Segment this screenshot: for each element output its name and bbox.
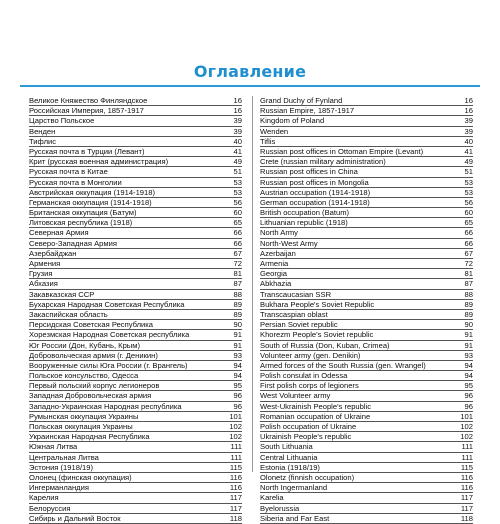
toc-entry (29, 147, 242, 157)
toc-entry-title: Estonia (1918/19) (260, 462, 320, 472)
toc-entry (29, 351, 242, 361)
toc-entry-page: 56 (233, 197, 242, 207)
toc-entry (260, 422, 473, 432)
toc-entry (260, 361, 473, 371)
toc-entry-title: Добровольческая армия (г. Деникин) (29, 350, 158, 360)
toc-entry-title: South Lithuania (260, 442, 313, 452)
toc-entry-page: 95 (233, 381, 242, 391)
toc-entry-title: First polish corps of legioners (260, 381, 359, 391)
toc-entry (29, 432, 242, 442)
toc-entry (29, 137, 242, 147)
toc-entry-page: 72 (464, 259, 473, 268)
toc-entry (260, 167, 473, 177)
toc-entry-page: 117 (460, 503, 473, 513)
toc-entry (260, 127, 473, 137)
toc-entry-page: 94 (233, 360, 242, 370)
toc-entry-title: West Volunteer army (260, 391, 331, 401)
toc-entry-title: Lithuanian republic (1918) (260, 218, 348, 228)
toc-entry (260, 504, 473, 514)
toc-entry (260, 290, 473, 300)
toc-entry-page: 66 (464, 238, 473, 248)
toc-entry-page: 39 (464, 116, 473, 126)
toc-entry-page: 111 (230, 452, 242, 462)
toc-entry-page: 116 (229, 472, 242, 482)
toc-entry-title: Российская Империя, 1857-1917 (29, 106, 144, 116)
toc-entry-title: Kingdom of Poland (260, 116, 325, 126)
toc-entry-page: 117 (229, 503, 242, 513)
toc-entry (29, 320, 242, 330)
toc-entry (29, 504, 242, 514)
toc-entry (260, 96, 473, 106)
toc-entry-page: 96 (233, 391, 242, 401)
toc-entry-title: North-West Army (260, 238, 318, 248)
toc-entry (29, 402, 242, 412)
toc-entry (260, 300, 473, 310)
toc-entry-title: Румынская оккупация Украины (29, 411, 139, 421)
toc-entry-title: Abkhazia (260, 279, 292, 289)
toc-entry (260, 157, 473, 167)
toc-entry (29, 371, 242, 381)
toc-entry (260, 402, 473, 412)
toc-entry (29, 391, 242, 401)
toc-entry-title: Polish occupation of Ukraine (260, 422, 357, 431)
toc-entry-page: 56 (464, 197, 473, 207)
toc-entry (260, 259, 473, 269)
toc-entry (29, 279, 242, 289)
toc-entry (260, 106, 473, 116)
toc-entry-page: 111 (461, 442, 473, 452)
toc-entry-title: Karelia (260, 493, 284, 503)
toc-entry-title: Russian post offices in China (260, 167, 358, 177)
toc-entry-title: Белоруссия (29, 503, 71, 513)
toc-entry-title: Западная Добровольческая армия (29, 391, 152, 401)
toc-entry (260, 228, 473, 238)
toc-entry-page: 41 (233, 146, 242, 156)
toc-entry-title: Romanian occupation of Ukraine (260, 411, 371, 421)
toc-entry-page: 53 (233, 177, 242, 187)
toc-entry (29, 330, 242, 340)
toc-entry-title: Олонец (финская оккупация) (29, 472, 132, 482)
toc-entry (29, 239, 242, 249)
toc-entry-page: 101 (229, 411, 242, 421)
toc-entry-title: Карелия (29, 493, 59, 503)
toc-entry-page: 51 (233, 167, 242, 177)
toc-entry (260, 178, 473, 188)
toc-entry (260, 310, 473, 320)
toc-entry-title: Русская почта в Турции (Левант) (29, 146, 145, 156)
toc-entry-title: Austrian occupation (1914-1918) (260, 187, 371, 197)
toc-entry-page: 89 (464, 299, 473, 309)
toc-entry (29, 218, 242, 228)
toc-entry (260, 473, 473, 483)
toc-entry-title: Западно-Украинская Народная республика (29, 401, 182, 411)
toc-entry (29, 228, 242, 238)
toc-entry-title: Персидская Советская Республика (29, 320, 153, 330)
toc-entry-page: 94 (233, 371, 242, 381)
toc-entry (260, 249, 473, 259)
title-rule (20, 85, 480, 87)
toc-entry-page: 39 (233, 126, 242, 136)
toc-entry-title: Ukrainish People's republic (260, 432, 352, 442)
toc-entry (260, 514, 473, 524)
toc-entry-title: Закавказская ССР (29, 289, 95, 299)
toc-entry (260, 198, 473, 208)
toc-entry-title: Georgia (260, 269, 288, 279)
toc-entry (260, 351, 473, 361)
toc-entry (260, 483, 473, 493)
toc-entry (260, 269, 473, 279)
toc-entry (29, 442, 242, 452)
toc-entry-page: 16 (233, 96, 242, 105)
toc-entry-title: Russian Empire, 1857-1917 (260, 106, 355, 116)
toc-entry-page: 96 (464, 391, 473, 401)
toc-entry-title: Вооруженные силы Юга России (г. Врангель) (29, 360, 188, 370)
toc-entry-title: Russian post offices in Ottoman Empire (Levant) (260, 146, 424, 156)
toc-entry-page: 117 (229, 493, 242, 503)
toc-entry-page: 116 (229, 483, 242, 493)
toc-entry-page: 51 (464, 167, 473, 177)
toc-entry-page: 81 (464, 269, 473, 279)
toc-entry-title: Persian Soviet republic (260, 320, 338, 330)
toc-column-russian (29, 96, 242, 524)
toc-entry-page: 40 (233, 136, 242, 146)
toc-entry-page: 91 (233, 340, 242, 350)
toc-entry-title: Byelorussia (260, 503, 300, 513)
toc-entry-page: 66 (464, 228, 473, 238)
toc-entry-page: 16 (464, 96, 473, 105)
toc-entry (29, 493, 242, 503)
toc-entry-title: Хорезмская Народная Советская республика (29, 330, 190, 340)
toc-entry-page: 111 (230, 442, 242, 452)
toc-entry-title: North Army (260, 228, 298, 238)
toc-entry-title: West-Ukrainish People's republic (260, 401, 372, 411)
toc-entry (29, 290, 242, 300)
toc-entry-page: 72 (233, 259, 242, 268)
toc-entry-page: 49 (464, 157, 473, 167)
toc-entry-page: 87 (233, 279, 242, 289)
toc-entry (260, 412, 473, 422)
toc-entry-title: Русская почта в Монголии (29, 177, 122, 187)
toc-entry-page: 66 (233, 228, 242, 238)
toc-entry (29, 127, 242, 137)
toc-entry-page: 89 (464, 309, 473, 319)
toc-entry (29, 483, 242, 493)
toc-entry (260, 371, 473, 381)
toc-entry (29, 361, 242, 371)
toc-entry-title: Эстония (1918/19) (29, 462, 94, 472)
toc-entry-title: Грузия (29, 269, 53, 279)
toc-entry-title: Южная Литва (29, 442, 78, 452)
toc-entry (29, 269, 242, 279)
toc-entry (29, 106, 242, 116)
toc-entry-title: Armed forces of the South Russia (gen. Wrangel) (260, 360, 426, 370)
toc-entry-page: 117 (460, 493, 473, 503)
toc-entry-title: Wenden (260, 126, 289, 136)
toc-entry-page: 67 (233, 248, 242, 258)
toc-entry-title: Transcaucasian SSR (260, 289, 332, 299)
toc-entry-title: Русская почта в Китае (29, 167, 108, 177)
toc-entry-title: Ингерманландия (29, 483, 89, 493)
toc-entry-title: Russian post offices in Mongolia (260, 177, 369, 187)
toc-entry (29, 208, 242, 218)
toc-entry (29, 514, 242, 524)
toc-entry-title: Закаспийская область (29, 309, 108, 319)
toc-entry (260, 391, 473, 401)
toc-entry-page: 115 (229, 462, 242, 472)
toc-entry (29, 259, 242, 269)
toc-entry-page: 81 (233, 269, 242, 279)
toc-entry-title: Azerbaijan (260, 248, 296, 258)
toc-entry (260, 320, 473, 330)
toc-entry-page: 67 (464, 248, 473, 258)
toc-entry-page: 118 (460, 513, 473, 523)
toc-entry-title: Тифлис (29, 136, 57, 146)
toc-entry-page: 66 (233, 238, 242, 248)
toc-entry-page: 60 (464, 208, 473, 218)
toc-entry (260, 137, 473, 147)
toc-entry (260, 330, 473, 340)
toc-entry-title: Tiflis (260, 136, 276, 146)
toc-column-english (260, 96, 473, 524)
toc-entry-page: 93 (233, 350, 242, 360)
toc-entry (29, 178, 242, 188)
toc-entry-title: Австрийская оккупация (1914-1918) (29, 187, 155, 197)
toc-entry (260, 279, 473, 289)
toc-entry-title: Siberia and Far East (260, 513, 330, 523)
toc-entry (260, 493, 473, 503)
toc-entry-page: 96 (233, 401, 242, 411)
toc-entry (260, 381, 473, 391)
toc-entry (260, 463, 473, 473)
toc-entry-title: Азербайджан (29, 248, 77, 258)
toc-entry-title: Первый польский корпус легионеров (29, 381, 160, 391)
toc-entry-title: Польская оккупация Украины (29, 422, 133, 431)
toc-entry-title: Абхазия (29, 279, 58, 289)
toc-entry-page: 94 (464, 360, 473, 370)
toc-entry-title: Северо-Западная Армия (29, 238, 117, 248)
column-divider (252, 96, 253, 472)
toc-entry (29, 188, 242, 198)
toc-entry-title: Центральная Литва (29, 452, 99, 462)
toc-entry-page: 91 (464, 340, 473, 350)
toc-entry-page: 95 (464, 381, 473, 391)
toc-entry-title: Transcaspian oblast (260, 309, 328, 319)
toc-entry-title: Литовская республика (1918) (29, 218, 133, 228)
toc-entry-title: Германская оккупация (1914-1918) (29, 197, 152, 207)
toc-entry-title: Grand Duchy of Fynland (260, 96, 343, 105)
toc-entry-page: 53 (464, 187, 473, 197)
toc-entry (29, 463, 242, 473)
toc-entry-title: Crete (russian military administration) (260, 157, 386, 167)
toc-entry-title: Volunteer army (gen. Denikin) (260, 350, 361, 360)
toc-entry (29, 96, 242, 106)
toc-entry (29, 453, 242, 463)
toc-entry-page: 91 (233, 330, 242, 340)
toc-entry-page: 102 (460, 422, 473, 431)
toc-entry-title: Царство Польское (29, 116, 95, 126)
toc-entry-title: Бухарская Народная Советская Республика (29, 299, 185, 309)
toc-entry-page: 89 (233, 299, 242, 309)
toc-entry-title: Северная Армия (29, 228, 89, 238)
toc-entry-title: North Ingermanland (260, 483, 328, 493)
toc-entry-title: Украинская Народная Республика (29, 432, 150, 442)
toc-entry (29, 412, 242, 422)
toc-entry-title: Central Lithuania (260, 452, 318, 462)
toc-entry (260, 208, 473, 218)
toc-entry (260, 432, 473, 442)
toc-entry-page: 111 (461, 452, 473, 462)
toc-entry-page: 65 (233, 218, 242, 228)
toc-entry (29, 249, 242, 259)
toc-entry-page: 91 (464, 330, 473, 340)
toc-entry-page: 116 (460, 472, 473, 482)
toc-entry-page: 93 (464, 350, 473, 360)
toc-entry (260, 442, 473, 452)
toc-entry-title: Британская оккупация (Батум) (29, 208, 137, 218)
toc-entry (260, 147, 473, 157)
page-title: Оглавление (193, 62, 307, 81)
toc-entry-page: 96 (464, 401, 473, 411)
toc-entry-page: 115 (460, 462, 473, 472)
toc-entry (29, 167, 242, 177)
toc-entry-title: Olonetz (finnish occupation) (260, 472, 355, 482)
toc-entry-title: Khorezm People's Soviet republic (260, 330, 374, 340)
toc-entry (260, 218, 473, 228)
toc-entry (29, 310, 242, 320)
toc-entry (260, 239, 473, 249)
toc-entry (260, 116, 473, 126)
toc-entry-page: 102 (460, 432, 473, 442)
toc-entry-page: 60 (233, 208, 242, 218)
toc-entry-title: Крит (русская военная администрация) (29, 157, 169, 167)
toc-entry (260, 341, 473, 351)
toc-entry-title: Венден (29, 126, 56, 136)
toc-entry (29, 116, 242, 126)
toc-entry-title: Армения (29, 259, 61, 268)
toc-entry (260, 188, 473, 198)
toc-entry-page: 49 (233, 157, 242, 167)
toc-entry-page: 16 (464, 106, 473, 116)
toc-entry-title: South of Russia (Don, Kuban, Crimea) (260, 340, 390, 350)
toc-entry-title: Сибирь и Дальний Восток (29, 513, 121, 523)
toc-entry (29, 422, 242, 432)
toc-entry-page: 101 (460, 411, 473, 421)
toc-entry-page: 88 (233, 289, 242, 299)
toc-entry-title: German occupation (1914-1918) (260, 197, 370, 207)
toc-entry-page: 90 (464, 320, 473, 330)
toc-entry-page: 41 (464, 146, 473, 156)
toc-entry-page: 87 (464, 279, 473, 289)
toc-entry-page: 90 (233, 320, 242, 330)
toc-entry (29, 341, 242, 351)
toc-entry (260, 453, 473, 463)
toc-entry (29, 473, 242, 483)
toc-entry-page: 53 (464, 177, 473, 187)
toc-entry-page: 65 (464, 218, 473, 228)
toc-entry (29, 157, 242, 167)
toc-entry-page: 88 (464, 289, 473, 299)
toc-entry-title: British occupation (Batum) (260, 208, 350, 218)
toc-entry-page: 39 (464, 126, 473, 136)
toc-entry-title: Bukhara People's Soviet Republic (260, 299, 375, 309)
toc-entry-page: 39 (233, 116, 242, 126)
toc-entry-page: 16 (233, 106, 242, 116)
toc-entry (29, 381, 242, 391)
toc-entry-page: 94 (464, 371, 473, 381)
toc-entry-page: 40 (464, 136, 473, 146)
toc-entry-title: Armenia (260, 259, 289, 268)
toc-entry-page: 102 (229, 432, 242, 442)
toc-entry-page: 102 (229, 422, 242, 431)
toc-entry-page: 89 (233, 309, 242, 319)
toc-entry-title: Polish consulat in Odessa (260, 371, 348, 381)
toc-entry (29, 198, 242, 208)
toc-entry-title: Польское консульство, Одесса (29, 371, 139, 381)
toc-entry-page: 53 (233, 187, 242, 197)
toc-entry-title: Юг России (Дон, Кубань, Крым) (29, 340, 141, 350)
toc-entry-page: 116 (460, 483, 473, 493)
toc-entry-title: Великое Княжество Финляндское (29, 96, 148, 105)
toc-entry (29, 300, 242, 310)
toc-entry-page: 118 (229, 513, 242, 523)
